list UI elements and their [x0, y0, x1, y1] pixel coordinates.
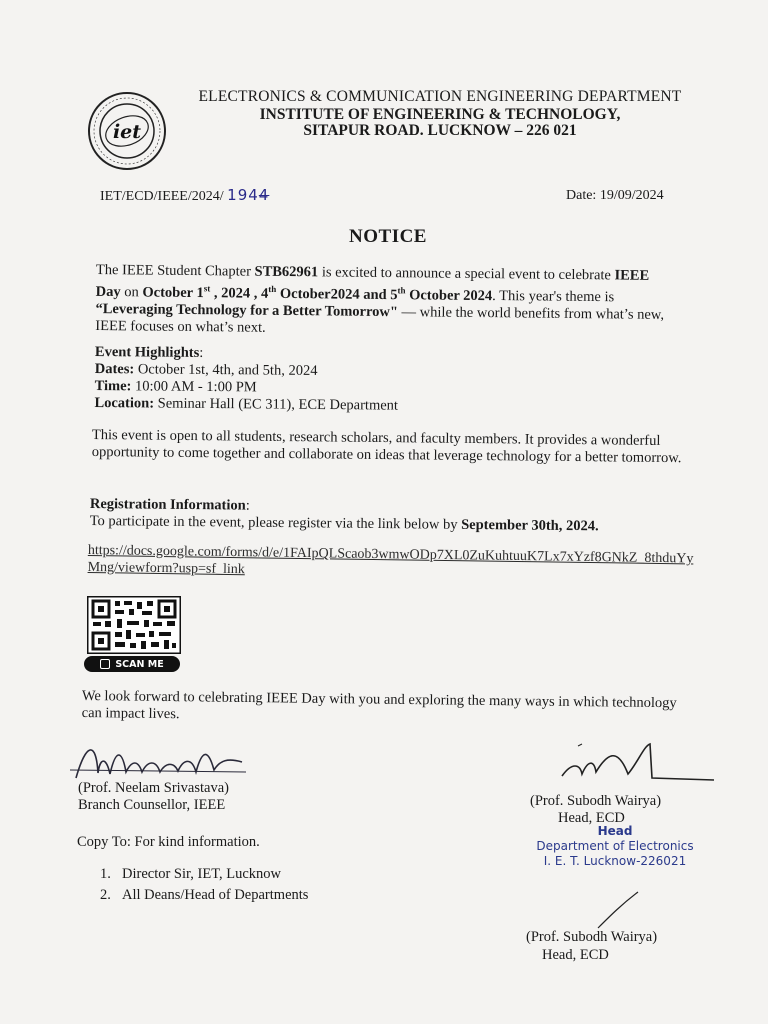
- qr-code[interactable]: [87, 596, 181, 654]
- notice-date: Date: 19/09/2024: [566, 188, 664, 203]
- department-stamp: Head Department of Electronics I. E. T. Lucknow-226021: [536, 824, 694, 868]
- institute-address: SITAPUR ROAD. LUCKNOW – 226 021: [303, 122, 577, 139]
- page-title: NOTICE: [349, 226, 427, 247]
- list-item: 1. Director Sir, IET, Lucknow: [100, 866, 282, 882]
- list-item: 2. All Deans/Head of Departments: [100, 887, 309, 903]
- hod-signature-small: [592, 890, 642, 930]
- counsellor-block: (Prof. Neelam Srivastava) Branch Counsellor, IEEE: [78, 780, 229, 813]
- event-location: Location: Seminar Hall (EC 311), ECE Department: [94, 394, 399, 414]
- qr-scan-icon: [100, 659, 110, 669]
- hod-block-bottom: (Prof. Subodh Wairya) Head, ECD: [526, 929, 658, 963]
- institute-logo: [86, 90, 168, 172]
- registration-info: Registration Information: To participate in the event, please register via the link below by September 30th, 2024.: [89, 496, 599, 535]
- recipient-list: [100, 864, 308, 906]
- copy-to: Copy To: For kind information.: [77, 834, 260, 850]
- svg-text:iet: iet: [112, 121, 142, 143]
- scan-me-badge: SCAN ME: [84, 656, 180, 672]
- open-to-all-paragraph: This event is open to all students, research scholars, and faculty members. It provides a wonderful opportunity to come together and collaborate on ideas that leverage technology for a better tomorrow.: [91, 427, 682, 467]
- event-dates: Dates: October 1st, 4th, and 5th, 2024: [94, 360, 318, 379]
- event-time: Time: 10:00 AM - 1:00 PM: [94, 377, 257, 396]
- intro-paragraph: The IEEE Student Chapter STB62961 is excited to announce a special event to celebrate IEEE Day on October 1st , 2024 , 4th October2024 and 5th October 2024. This year's theme is “Leveraging Technology for a Better Tomorrow" — while the world benefits from what’s new, IEEE focuses on what’s next.: [95, 262, 665, 336]
- hod-block: (Prof. Subodh Wairya) Head, ECD: [530, 793, 662, 826]
- hod-signature: [558, 742, 718, 788]
- institute-name: INSTITUTE OF ENGINEERING & TECHNOLOGY,: [259, 106, 621, 123]
- reference-number: IET/ECD/IEEE/2024/ 1944: [100, 186, 270, 204]
- department-name: ELECTRONICS & COMMUNICATION ENGINEERING DEPARTMENT: [198, 88, 682, 105]
- registration-link[interactable]: https://docs.google.com/forms/d/e/1FAIpQLScaob3wmwODp7XL0ZuKuhtuuK7Lx7xYzf8GNkZ_8thduYyMng/viewform?usp=sf_link: [87, 542, 694, 578]
- closing-paragraph: We look forward to celebrating IEEE Day with you and exploring the many ways in which technology can impact lives.: [81, 688, 677, 723]
- event-highlights: Event Highlights: Dates: October 1st, 4th, and 5th, 2024 Time: 10:00 AM - 1:00 PM Location: Seminar Hall (EC 311), ECE Department: [94, 344, 595, 416]
- handwritten-ref-number: 194: [227, 186, 259, 204]
